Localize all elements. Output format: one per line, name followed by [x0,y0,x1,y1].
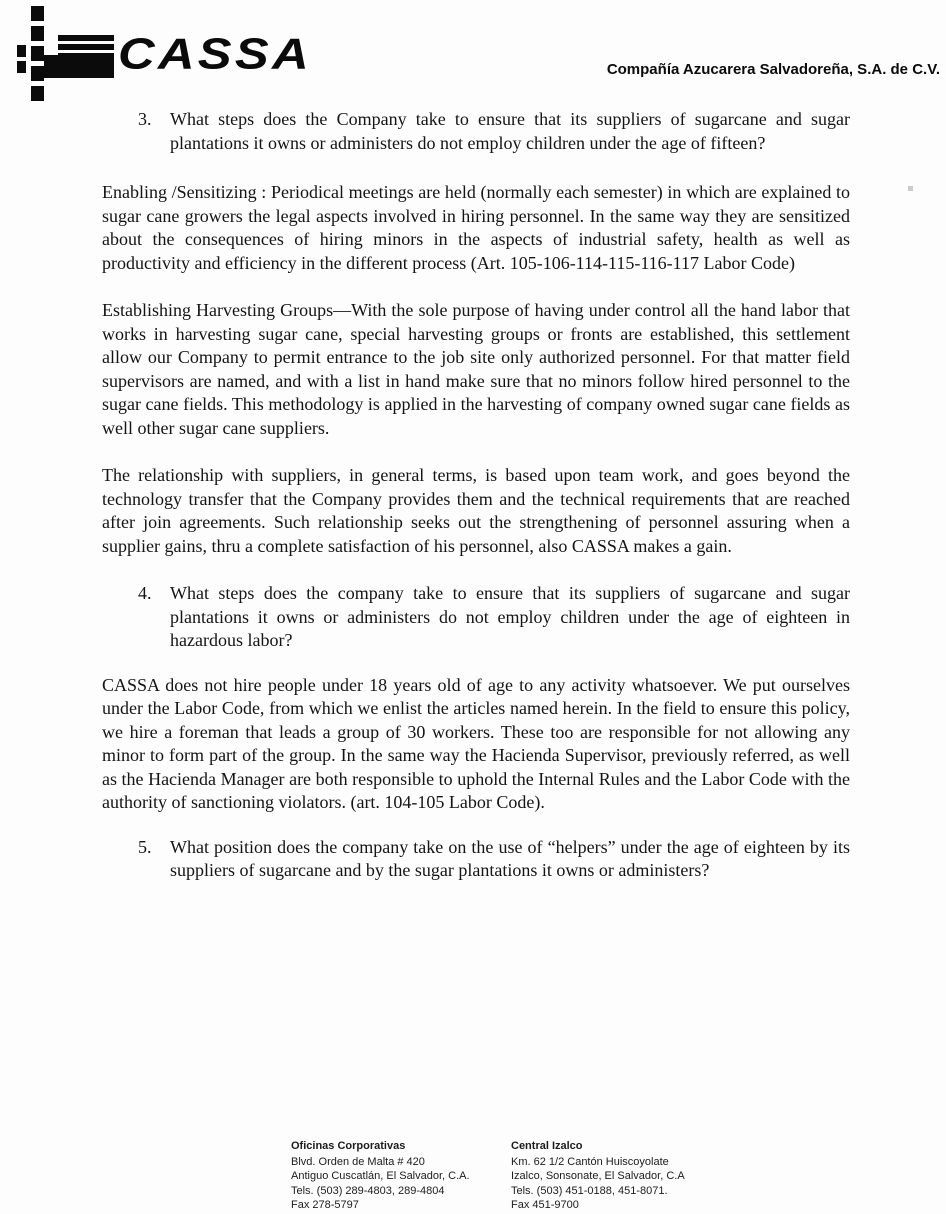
question-text: What position does the company take on the use of “helpers” under the age of eighteen by its suppliers of sugarcane and by the sugar plantations it owns or administers? [170,836,850,880]
address-line: Km. 62 1/2 Cantón Huiscoyolate [511,1155,669,1168]
paragraph-harvesting-groups: Establishing Harvesting Groups—With the sole purpose of having under control all the hand labor that works in harvesting sugar cane, special harvesting groups or fronts are established, this settlement allow our Company to permit entrance to the job site only authorized personnel. For that matter field supervisors are named, and with a list in hand make sure that no minors follow hired personnel to the sugar cane fields. This methodology is applied in the harvesting of company owned sugar cane fields as well other sugar cane suppliers. [102,300,850,438]
question-text: What steps does the Company take to ensure that its suppliers of sugarcane and sugar plantations it owns or administers do not employ children under the age of fifteen? [170,109,850,153]
question-number: 5. [138,836,152,857]
logo-dashed-bar-icon [31,6,44,103]
logo-stripes-icon [58,35,114,56]
address-line: Izalco, Sonsonate, El Salvador, C.A [511,1170,685,1182]
question-number: 3. [138,109,152,129]
question-item-3 [138,108,850,155]
footer-column-title: Oficinas Corporativas [291,1140,406,1152]
address-line: Fax 451-9700 [511,1199,579,1211]
question-item-5 [138,836,850,883]
address-line: Tels. (503) 289-4803, 289-4804 [291,1184,445,1197]
document-body [102,108,850,883]
question-item-4 [138,582,850,653]
address-line: Antiguo Cuscatlán, El Salvador, C.A. [291,1170,470,1182]
address-line: Tels. (503) 451-0188, 451-8071. [511,1184,668,1197]
corporate-offices-address [291,1139,470,1213]
company-name: Compañía Azucarera Salvadoreña, S.A. de C.V. [606,61,940,78]
paragraph-cassa-policy: CASSA does not hire people under 18 years old of age to any activity whatsoever. We put ourselves under the Labor Code, from which we enlist the articles named herein. In the field to ensure this policy, we hire a foreman that leads a group of 30 workers. These too are responsible for not allowing any minor to form part of the group. In the same way the Hacienda Supervisor, previously referred, as well as the Hacienda Manager are both responsible to uphold the Internal Rules and the Labor Code with the authority of sanctioning violators. (art. 104-105 Labor Code). [102,674,850,812]
scan-speck [908,186,913,191]
address-line: Fax 278-5797 [291,1199,359,1211]
letterhead [0,0,946,105]
logo-wordmark: CASSA [118,28,312,78]
logo-block-icon [44,55,114,78]
address-line: Blvd. Orden de Malta # 420 [291,1155,425,1168]
paragraph-enabling-sensitizing: Enabling /Sensitizing : Periodical meetings are held (normally each semester) in which are explained to sugar cane growers the legal aspects involved in hiring personnel. In the same way they are sensitized about the consequences of hiring minors in the aspects of industrial safety, health as well as productivity and efficiency in the different process (Art. 105-106-114-115-116-117 Labor Code) [102,182,850,273]
paragraph-supplier-relationship: The relationship with suppliers, in general terms, is based upon team work, and goes beyond the technology transfer that the Company provides them and the technical requirements that are reached after join agreements. Such relationship seeks out the strengthening of personnel assuring when a supplier gains, thru a complete satisfaction of his personnel, also CASSA makes a gain. [102,465,850,556]
cassa-logo [0,0,320,110]
footer-column-title: Central Izalco [511,1140,583,1152]
question-number: 4. [138,583,152,603]
central-izalco-address [511,1139,685,1213]
logo-dash-icon [17,45,26,73]
question-text: What steps does the company take to ensure that its suppliers of sugarcane and sugar plantations it owns or administers do not employ children under the age of eighteen in hazardous labor? [170,583,850,650]
